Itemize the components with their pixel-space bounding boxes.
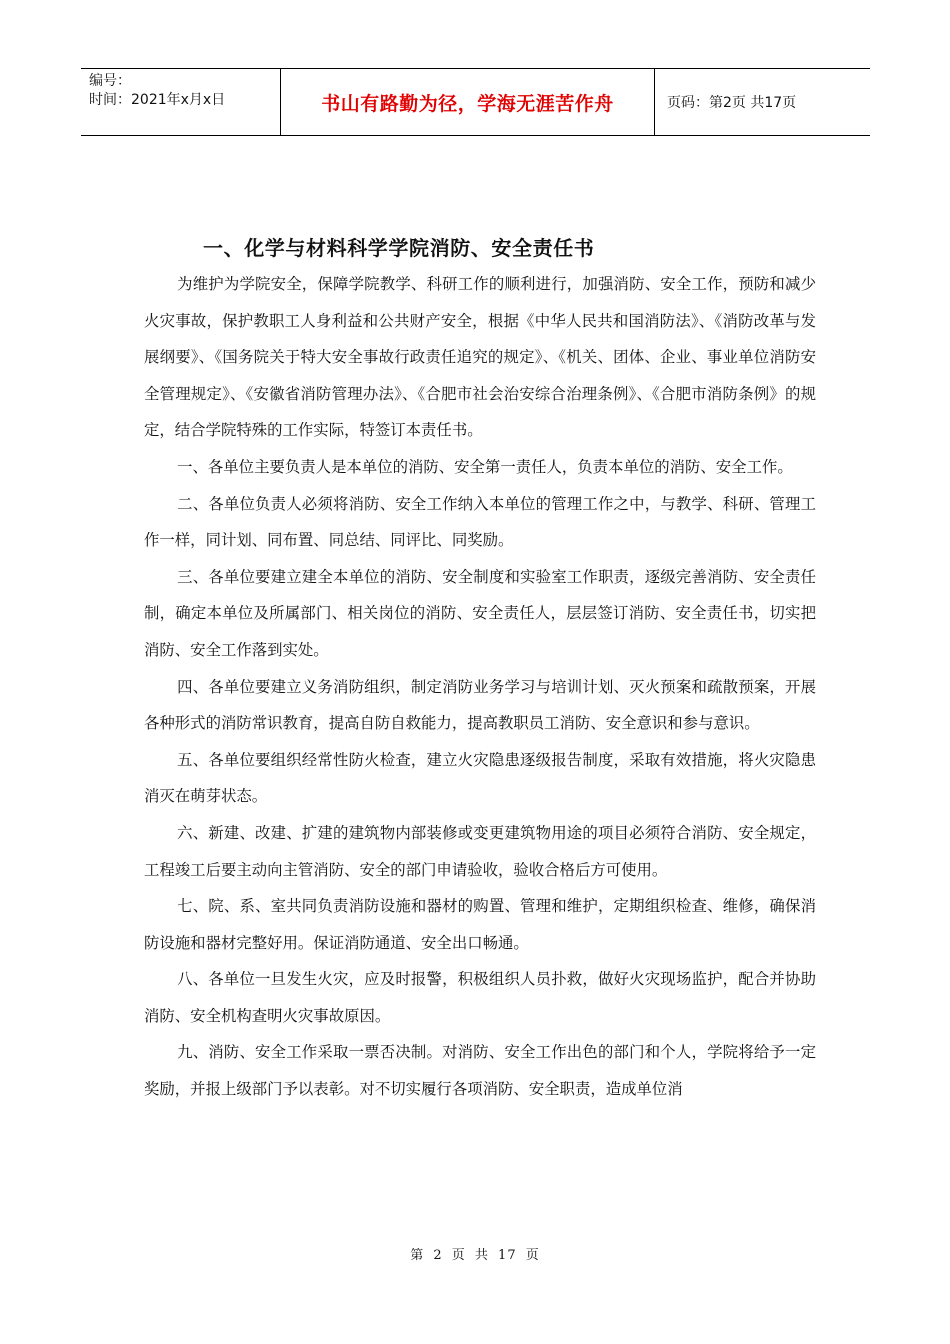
- header-date: 时间：2021年x月x日: [89, 92, 226, 108]
- paragraph-clause-1: 一、各单位主要负责人是本单位的消防、安全第一责任人，负责本单位的消防、安全工作。: [177, 457, 793, 476]
- paragraph-clause-8: 八、各单位一旦发生火灾，应及时报警，积极组织人员扑救，做好火灾现场监护，配合并协助消防、安全机构查明火灾事故原因。: [144, 970, 816, 1025]
- document-header: [81, 68, 870, 136]
- paragraph-clause-7: 七、院、系、室共同负责消防设施和器材的购置、管理和维护，定期组织检查、维修，确保消防设施和器材完整好用。保证消防通道、安全出口畅通。: [144, 897, 816, 952]
- header-number-label: 编号：: [89, 73, 131, 89]
- header-page-info: 页码：第2页 共17页: [667, 95, 797, 111]
- paragraph-clause-3: 三、各单位要建立建全本单位的消防、安全制度和实验室工作职责，逐级完善消防、安全责任制，确定本单位及所属部门、相关岗位的消防、安全责任人，层层签订消防、安全责任书，切实把消防、安全工作落到实处。: [144, 567, 816, 659]
- paragraph-intro: 为维护为学院安全，保障学院教学、科研工作的顺利进行，加强消防、安全工作，预防和减少火灾事故，保护教职工人身利益和公共财产安全，根据《中华人民共和国消防法》、《消防改革与发展纲要》、《国务院关于特大安全事故行政责任追究的规定》、《机关、团体、企业、事业单位消防安全管理规定》、《安徽省消防管理办法》、《合肥市社会治安综合治理条例》、《合肥市消防条例》的规定，结合学院特殊的工作实际，特签订本责任书。: [144, 275, 816, 440]
- paragraph-clause-6: 六、新建、改建、扩建的建筑物内部装修或变更建筑物用途的项目必须符合消防、安全规定，工程竣工后要主动向主管消防、安全的部门申请验收，验收合格后方可使用。: [144, 823, 816, 879]
- header-motto: 书山有路勤为径，学海无涯苦作舟: [281, 69, 655, 135]
- paragraph-clause-4: 四、各单位要建立义务消防组织，制定消防业务学习与培训计划、灭火预案和疏散预案，开展各种形式的消防常识教育，提高自防自救能力，提高教职员工消防、安全意识和参与意识。: [144, 677, 816, 733]
- paragraph-clause-9: 九、消防、安全工作采取一票否决制。对消防、安全工作出色的部门和个人，学院将给予一定奖励，并报上级部门予以表彰。对不切实履行各项消防、安全职责，造成单位消: [144, 1043, 816, 1099]
- header-meta-cell: [81, 69, 281, 135]
- document-body: [144, 266, 816, 1108]
- paragraph-clause-5: 五、各单位要组织经常性防火检查，建立火灾隐患逐级报告制度，采取有效措施，将火灾隐患消灭在萌芽状态。: [144, 750, 816, 806]
- page-footer: 第 2 页 共 17 页: [410, 1248, 540, 1263]
- paragraph-clause-2: 二、各单位负责人必须将消防、安全工作纳入本单位的管理工作之中，与教学、科研、管理工作一样，同计划、同布置、同总结、同评比、同奖励。: [144, 494, 816, 550]
- document-title: 一、化学与材料科学学院消防、安全责任书: [203, 236, 595, 260]
